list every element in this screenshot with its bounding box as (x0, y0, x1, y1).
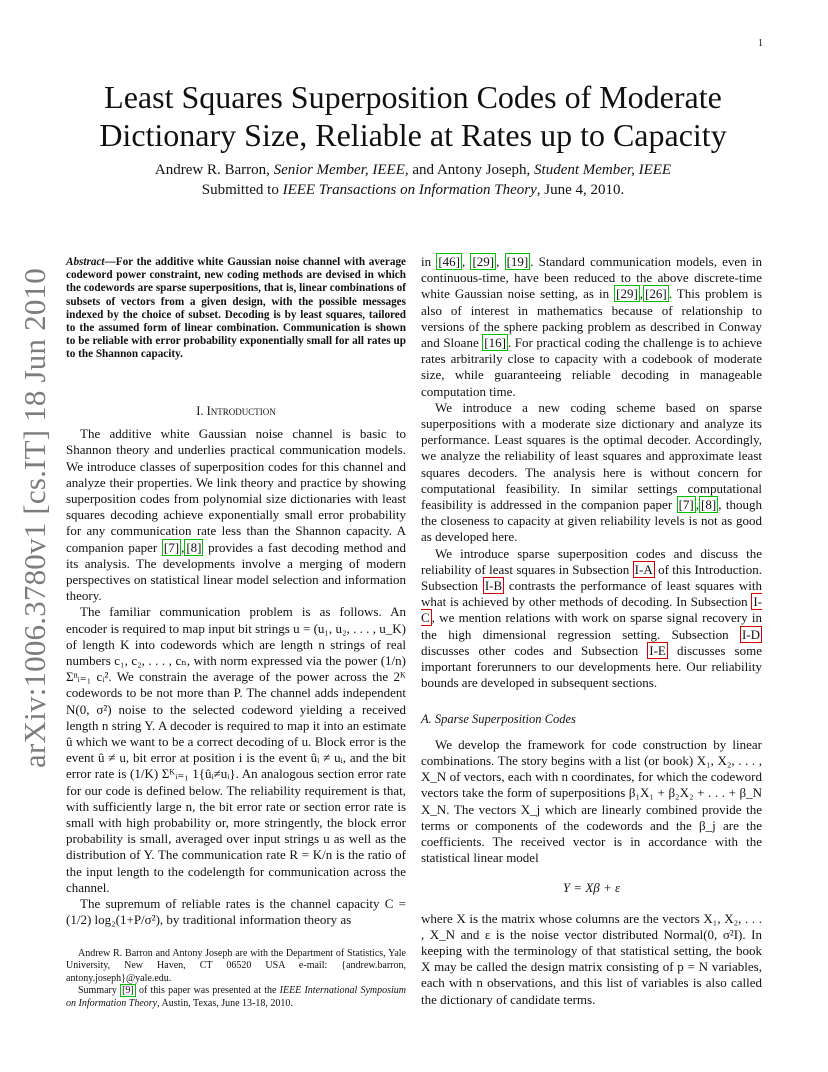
section-heading (66, 403, 406, 419)
r2-sep: , (695, 497, 700, 513)
arxiv-identifier[interactable]: arXiv:1006.3780v1 [cs.IT] 18 Jun 2010 (17, 268, 52, 768)
citation-link[interactable]: [9] (122, 985, 134, 997)
citation-link[interactable]: [29] (472, 254, 495, 269)
footnote-venue: IEEE International Symposium on Information Theory (66, 985, 406, 1009)
section-title: Introduction (206, 404, 276, 418)
right-paragraph-5: where X is the matrix whose columns are the vectors X₁, X₂, . . . , X_N and ε is the noise vector distributed Normal(0, σ²I). In keeping with the terminology of that statistical setting, the book X may be called the design matrix consisting of p = N variables, each with n observations, and this list of variables is also called the dictionary of candidate terms. (421, 910, 762, 1007)
author-conj: and Antony Joseph, (408, 162, 535, 178)
abstract (66, 256, 406, 362)
subsection-link[interactable]: I-A (634, 561, 653, 577)
section-number: I. (196, 404, 207, 418)
footnote-summary-mid: of this paper was presented at the (135, 985, 280, 997)
page-number: 1 (758, 38, 763, 49)
r1-sep: , (461, 254, 471, 269)
citation-link[interactable]: [8] (701, 497, 717, 513)
author-line (60, 160, 766, 180)
citation-link[interactable]: [7] (678, 497, 694, 513)
r1-pre: in (421, 254, 437, 269)
right-paragraph-4: We develop the framework for code construction by linear combinations. The story begins with a list (or book) X₁, X₂, . . . , X_N of vectors, each with n coordinates, for which the codeword vectors take the form of superpositions β₁X₁ + β₂X₂ + . . . + β_N X_N. The vectors X_j which are linearly combined provide the terms or components of the codewords and the β_j are the coefficients. The received vector is in accordance with the statistical linear model (421, 736, 762, 866)
citation-link[interactable]: [26] (645, 286, 667, 302)
citation-link[interactable]: [29] (616, 286, 638, 302)
right-paragraph-3 (421, 546, 762, 692)
citation-link[interactable]: [19] (506, 254, 529, 269)
subsection-link[interactable]: I-B (484, 578, 503, 594)
r3-text-a: We introduce sparse superposition codes and discuss the reliability of least squares in Subsection (421, 545, 762, 577)
right-column (421, 254, 762, 1008)
r1-text-a: . Standard communication models, even in continuous-time, have been reduced to the above discrete-time white Gaussian noise setting, as in (421, 254, 762, 302)
title-line-2: Dictionary Size, Reliable at Rates up to Capacity (99, 117, 727, 153)
title-line-1: Least Squares Superposition Codes of Moderate (104, 79, 722, 115)
r1-text-b: . This problem is also of interest in mathematics because of relationship to versions of the sphere packing problem as described in Conway and Sloane (421, 286, 763, 351)
subsection-heading: A. Sparse Superposition Codes (421, 712, 576, 727)
author-block (60, 160, 766, 200)
right-paragraph-2 (421, 400, 762, 546)
linear-model-equation: Y = Xβ + ε (562, 880, 621, 896)
author-1-role: Senior Member, IEEE, (273, 162, 409, 178)
r3-text-d: , we mention relations with work on sparse signal recovery in the high dimensional regression setting. Subsection (421, 610, 762, 642)
r3-text-c: contrasts the performance of least squares with what is achieved by other methods of decoding. In Subsection (421, 578, 762, 610)
right-paragraph-1 (421, 254, 762, 400)
r3-text-e: discusses other codes and Subsection (421, 642, 648, 658)
author-1: Andrew R. Barron, (154, 162, 274, 178)
abstract-label: Abstract (66, 256, 105, 268)
p1-sep: , (181, 539, 185, 555)
intro-paragraph-3: The supremum of reliable rates is the channel capacity C = (1/2) log₂(1+P/σ²), by traditional information theory as (66, 896, 406, 928)
submission-line (60, 180, 766, 200)
submitted-prefix: Submitted to (201, 182, 283, 198)
journal-name: IEEE Transactions on Information Theory (282, 182, 537, 198)
arxiv-stamp (10, 268, 60, 768)
introduction-section (66, 403, 406, 929)
r3-text-f: discusses some important forerunners to our developments here. Our reliability bounds are developed in subsequent sections. (421, 642, 762, 691)
paper-title (60, 78, 766, 154)
r1-sep: , (639, 286, 644, 302)
r2-text-a: We introduce a new coding scheme based on sparse superpositions with a moderate size dictionary and analyze its performance. Least squares is the optimal decoder. Accordingly, we analyze the reliability of least squares and approximate least squares decoders. The analysis here is without concern for computational feasibility. In similar settings computational feasibility is addressed in the companion paper (421, 399, 762, 513)
author-2-role: Student Member, IEEE (534, 162, 672, 178)
submitted-date: , June 4, 2010. (536, 182, 625, 198)
citation-link[interactable]: [46] (438, 254, 460, 269)
intro-paragraph-1 (66, 426, 406, 604)
citation-link[interactable]: [7] (163, 539, 180, 555)
footnote-summary-post: , Austin, Texas, June 13-18, 2010. (157, 997, 293, 1009)
r3-text-b: of this Introduction. Subsection (421, 561, 762, 594)
p1-text-a: The additive white Gaussian noise channel is basic to Shannon theory and underlies practical communication models. We introduce classes of superposition codes for this channel and analyze their properties. We link theory and practice by showing superposition codes from polynomial size dictionaries with least squares decoding achieve exponentially small error probability for any communication rate less than the Shannon capacity. A companion paper (66, 426, 406, 555)
subsection-link[interactable]: I-E (649, 642, 666, 658)
r1-sep: , (496, 254, 505, 269)
footnote-summary (66, 985, 406, 1010)
footnote-summary-pre: Summary (78, 985, 121, 997)
intro-paragraph-2: The familiar communication problem is as follows. An encoder is required to map input bit strings u = (u₁, u₂, . . . , u_K) of length K into codewords which are length n strings of real numbers c₁, c₂, . . . , cₙ, with norm expressed via the power (1/n) Σⁿᵢ₌₁ cᵢ². We constrain the average of the power across the 2ᴷ codewords to be not more than P. The channel adds independent N(0, σ²) noise to the selected codeword yielding a received length n string Y. A decoder is required to map it into an estimate û which we want to be a correct decoding of u. Block error is the event û ≠ u, bit error at position i is the event ûᵢ ≠ uᵢ, and the bit error rate is (1/K) Σᴷᵢ₌₁ 1{ûᵢ≠uᵢ}. An analogous section error rate for our code is defined below. The reliability requirement is that, with sufficiently large n, the bit error rate or section error rate is small with high probability or, more stringently, the block error probability is small, averaged over input strings u as well as the distribution of Y. The communication rate R = K/n is the ratio of the input length to the codelength for communication across the channel. (66, 604, 406, 895)
abstract-text: —For the additive white Gaussian noise channel with average codeword power constraint, new coding methods are devised in which the codewords are sparse superpositions, that is, linear combinations of subsets of vectors from a given design, with the possible messages indexed by the choice of subset. Decoding is by least squares, tailored to the assumed form of linear combination. Communication is shown to be reliable with error probability exponentially small for all rates up to the Shannon capacity. (66, 256, 406, 361)
r2-text-b: , though the closeness to capacity at given reliability levels is not as good as developed here. (421, 497, 762, 545)
r1-text-c: . For practical coding the challenge is to achieve rates arbitrarily close to capacity with a codebook of moderate size, while guaranteeing reliable decoding in manageable computation time. (421, 335, 762, 399)
p1-text-b: provides a fast decoding method and its analysis. The developments involve a merging of modern perspectives on statistical linear model selection and information theory. (66, 539, 406, 604)
footnote-affiliation: Andrew R. Barron and Antony Joseph are with the Department of Statistics, Yale University, New Haven, CT 06520 USA e-mail: {andrew.barron, antony.joseph}@yale.edu. (66, 948, 406, 984)
citation-link[interactable]: [8] (186, 539, 202, 555)
subsection-link[interactable]: I-D (741, 626, 760, 642)
footnote (66, 948, 406, 1010)
subsection-link[interactable]: I-C (421, 594, 762, 626)
citation-link[interactable]: [16] (484, 335, 506, 351)
